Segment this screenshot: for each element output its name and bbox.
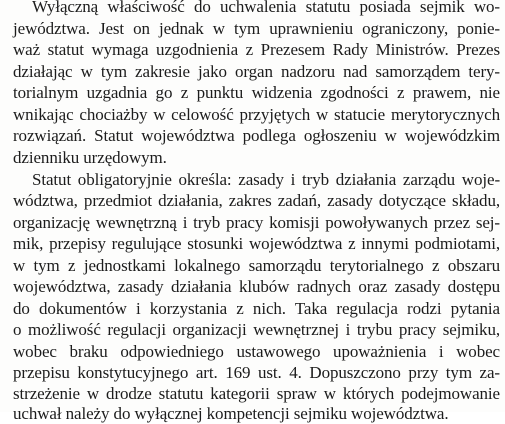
text-line: Statut obligatoryjnie określa: zasady i tryb działania zarządu woje- — [32, 170, 500, 189]
text-line: Wyłączną właściwość do uchwalenia statutu posiada sejmik wo- — [32, 0, 500, 16]
text-line: organizację wewnętrzną i tryb pracy komisji powoływanych przez sej- — [13, 213, 500, 232]
text-line: waż statut wymaga uzgodnienia z Prezesem Rady Ministrów. Prezes — [13, 40, 500, 59]
text-line: wnikając chociażby w celowość przyjętych w statucie merytorycznych — [13, 105, 500, 124]
text-line: torialnym uzgadnia go z punktu widzenia zgodności z prawem, nie — [13, 83, 500, 102]
text-line: rozwiązań. Statut województwa podlega ogłoszeniu w wojewódzkim — [13, 126, 500, 145]
text-line: wobec braku odpowiedniego ustawowego upoważnienia i wobec — [13, 342, 500, 361]
text-line: w tym z jednostkami lokalnego samorządu terytorialnego z obszaru — [13, 256, 500, 275]
text-line: uchwał należy do wyłącznej kompetencji sejmiku województwa. — [13, 404, 449, 423]
text-line: jewództwa. Jest on jednak w tym uprawnieniu ograniczony, ponie- — [13, 19, 500, 38]
text-line: wództwa, przedmiot działania, zakres zadań, zasady dotyczące składu, — [13, 191, 500, 210]
text-line: mik, przepisy regulujące stosunki województwa z innymi podmiotami, — [13, 234, 500, 253]
text-line: strzeżenie w drodze statutu kategorii spraw w których podejmowanie — [13, 384, 500, 403]
text-line: dzienniku urzędowym. — [13, 148, 167, 167]
text-line: przepisu konstytucyjnego art. 169 ust. 4. Dopuszczono przy tym za- — [13, 363, 500, 382]
text-line: o możliwość regulacji organizacji wewnętrznej i trybu pracy sejmiku, — [13, 320, 500, 339]
text-line: działając w tym zakresie jako organ nadzoru nad samorządem tery- — [13, 62, 500, 81]
text-line: do dokumentów i korzystania z nich. Taka regulacja rodzi pytania — [13, 299, 500, 318]
text-line: województwa, zasady działania klubów radnych oraz zasady dostępu — [13, 277, 500, 296]
